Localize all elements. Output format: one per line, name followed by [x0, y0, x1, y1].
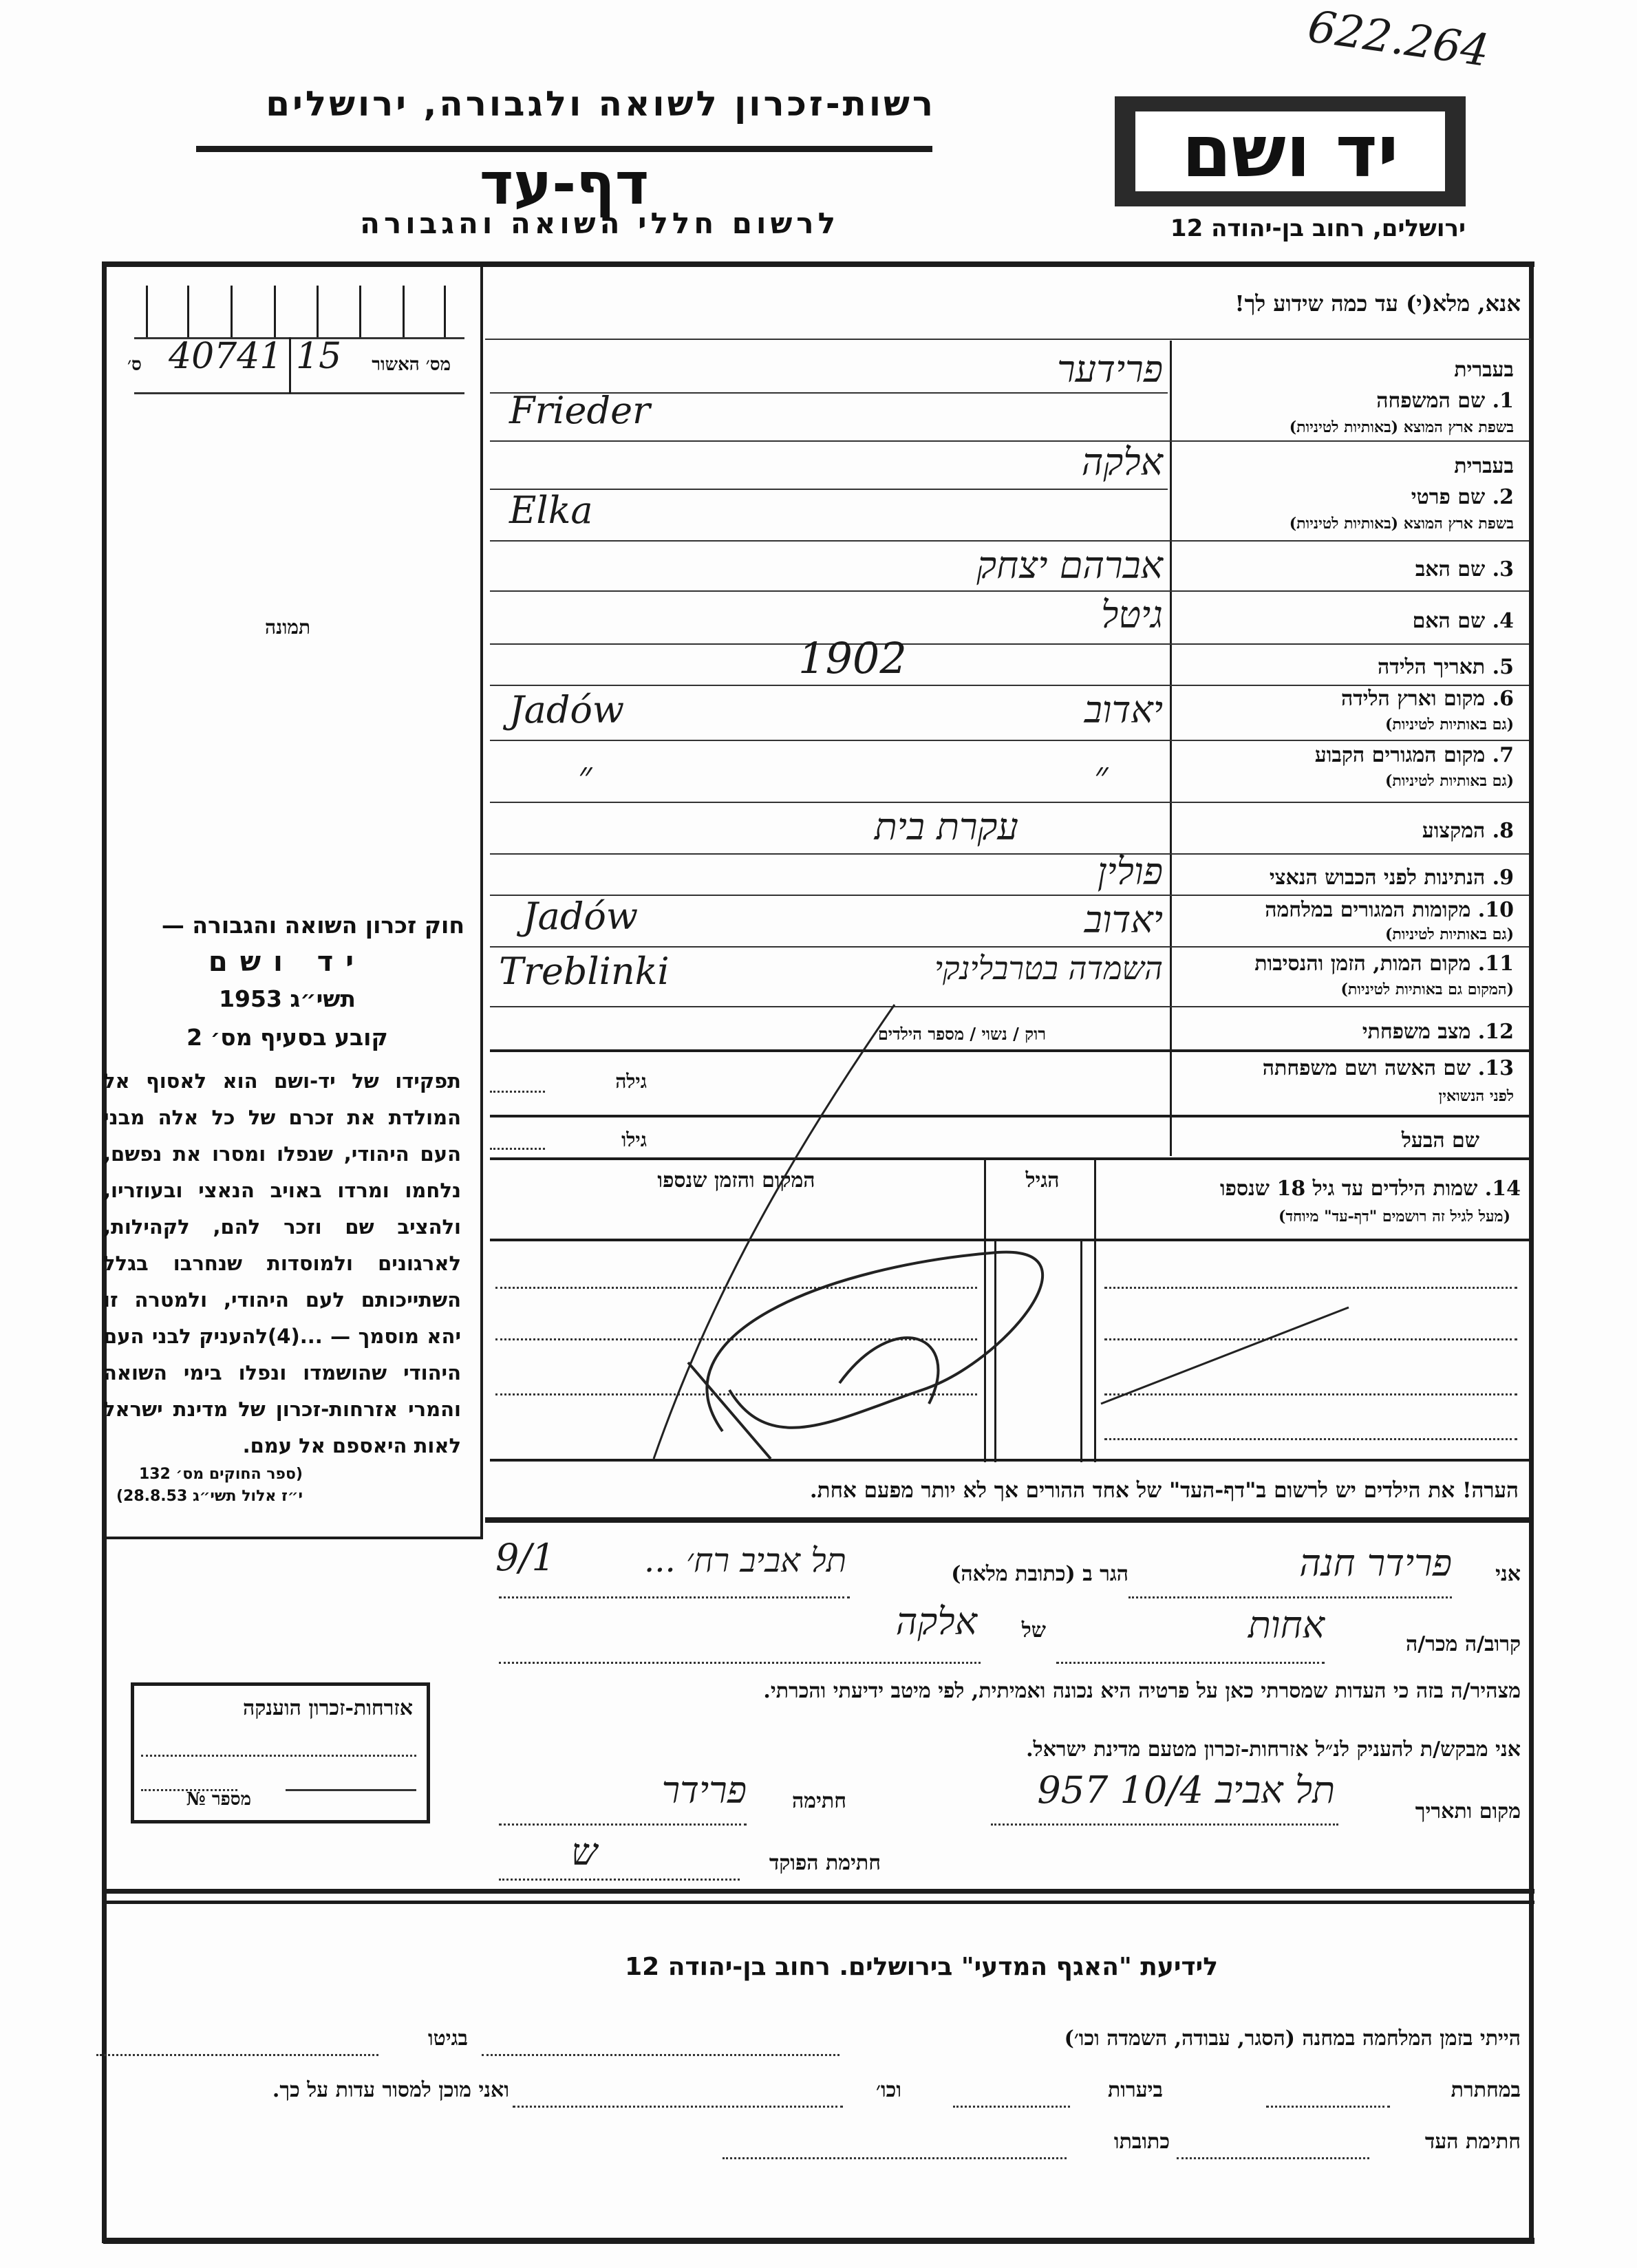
page-title: דף-עד — [479, 150, 650, 217]
form-instruction: אנא, מלא(י) עד כמה שידוע לך! — [1234, 290, 1521, 317]
frame-top — [103, 261, 1534, 267]
yad-vashem-logo — [1115, 96, 1466, 206]
field-label: 13. שם האשה ושם משפחתה — [1262, 1056, 1514, 1080]
field-note: (גם באותיות לטיניות) — [1384, 772, 1514, 790]
official-signature-label: חתימת הפוקד — [769, 1851, 881, 1875]
field-value-hebrew[interactable]: ״ — [1094, 753, 1109, 797]
logo-text: יד ושם — [1135, 111, 1445, 191]
field-label: 1. שם המשפחה — [1376, 389, 1514, 413]
forests-label: ביערות — [1107, 2078, 1163, 2102]
law-title: חוק זכרון השואה והגבורה — — [161, 912, 464, 939]
archive-section-top-2 — [103, 1901, 1534, 1904]
law-reference-2: י״ז אלול תשי״ג 28.8.53) — [116, 1488, 303, 1505]
law-text: תפקידו של יד-ושם הוא לאסוף אל המולדת את זכרם של כל אלה מבני העם היהודי, שנפלו ומסרו את נפשם, נלחמו ומרדו באויב הנאצי ובעוזריו, ולהציב שם וזכר להם, לקהילות, לארגונים ולמוסדות שנחרבו בגלל השתייכותם לעם היהודי, ולמטרה זו יהא מוסמך — ...(4)להעניק לבני העם היהודי שהושמדו ונפלו בימי השואה והמרי אזרחות-זכרון של מדינת ישראל לאות היאספם אל עמם. — [103, 1069, 461, 1457]
field-note: לפני הנשואין — [1438, 1087, 1514, 1105]
field-label: 6. מקום וארץ הלידה — [1340, 687, 1514, 711]
of-label: של — [1021, 1618, 1046, 1643]
children-remark: הערה! את הילדים יש לרשום ב"דף-העד" של אחד ההורים אך לא יותר מפעם אחת. — [809, 1478, 1519, 1503]
field-value-latin[interactable]: Jadów — [523, 895, 639, 938]
official-signature-value[interactable]: ש — [571, 1830, 598, 1874]
residing-label: הגר ב (כתובת מלאה) — [951, 1562, 1128, 1586]
address-value[interactable]: תל אביב רח׳ ... — [644, 1541, 846, 1580]
witness-signature-label: חתימת העד — [1424, 2130, 1521, 2154]
declarant-name[interactable]: פרידר חנה — [1299, 1541, 1452, 1585]
approval-value-b: 40741 — [169, 336, 283, 377]
children-label: 14. שמות הילדים עד גיל 18 שנספו — [1219, 1177, 1521, 1201]
field-label: 4. שם האם — [1412, 609, 1514, 633]
law-name: יד ושם — [208, 946, 367, 978]
wife-age-label: גילה — [615, 1070, 647, 1093]
field-label: 9. הנתינות לפני הכבוש הנאצי — [1269, 866, 1514, 890]
in-hebrew-label: בעברית — [1454, 454, 1514, 478]
frame-bottom — [103, 2238, 1534, 2244]
in-hebrew-label: בעברית — [1454, 358, 1514, 382]
photo-placeholder-label: תמונה — [265, 616, 311, 639]
archive-number: 622.264 — [1305, 1, 1492, 78]
place-date-label: מקום ותאריך — [1415, 1799, 1521, 1823]
age-column-header: הגיל — [1025, 1168, 1060, 1192]
field-note: (גם באותיות לטיניות) — [1384, 926, 1514, 943]
signature-label: חתימה — [792, 1789, 846, 1813]
field-value-latin[interactable]: Frieder — [509, 389, 650, 432]
cross-out-scribble — [482, 977, 1534, 1473]
remark-rule — [485, 1517, 1531, 1523]
field-value-hebrew[interactable]: השמדה בטרבלינקי — [934, 950, 1163, 987]
underground-label: במחתרת — [1451, 2078, 1521, 2102]
field-label: 12. מצב משפחתי — [1362, 1020, 1514, 1044]
field-value-hebrew[interactable]: פרידער — [1057, 347, 1163, 391]
field-value[interactable]: 1902 — [798, 633, 907, 683]
citizenship-granted-box — [131, 1682, 430, 1823]
place-column-header: המקום והזמן שנספו — [657, 1168, 815, 1192]
field-note: (גם באותיות לטיניות) — [1384, 716, 1514, 734]
husband-age-label: גילו — [621, 1128, 647, 1151]
relation-value[interactable]: אחות — [1248, 1603, 1325, 1647]
field-value-latin[interactable]: Jadów — [509, 688, 625, 731]
relative-label: קרוב/ה מכר/ה — [1406, 1632, 1521, 1656]
citizenship-box-number: מספר № — [186, 1789, 251, 1810]
approval-value-a: 15 — [296, 336, 342, 377]
i-label: אני — [1495, 1562, 1521, 1586]
address-extra[interactable]: 9/1 — [495, 1536, 555, 1579]
field-label: 2. שם פרטי — [1411, 485, 1514, 509]
field-value-hebrew[interactable]: גיטל — [1101, 593, 1163, 636]
field-value-latin[interactable]: Treblinki — [499, 950, 670, 993]
etc-label: וכו׳ — [876, 2078, 901, 2102]
ghetto-label: בגיטו — [427, 2026, 468, 2051]
institution-name: רשות-זכרון לשואה ולגבורה, ירושלים — [266, 84, 936, 124]
field-value-hebrew[interactable]: אברהם יצחק — [976, 544, 1163, 587]
archive-section-top — [103, 1889, 1534, 1894]
field-value[interactable]: עקרת בית — [874, 805, 1018, 848]
signature-value[interactable]: פרידר — [661, 1768, 747, 1812]
willing-to-testify-label: ואני מוכן למסור עדות על כך. — [272, 2078, 509, 2102]
approval-suffix: ס׳ — [127, 354, 142, 375]
citizenship-request: אני מבקש/ת להעניק לנ״ל אזרחות-זכרון מטעם מדינת ישראל. — [1026, 1737, 1521, 1762]
field-value-hebrew[interactable]: אלקה — [1081, 440, 1163, 484]
left-column-bottom — [103, 1537, 483, 1539]
law-reference-1: (ספר החוקים מס׳ 132 — [138, 1466, 303, 1483]
field-value-latin[interactable]: ״ — [578, 753, 592, 797]
page-subtitle: לרשום חללי השואה והגבורה — [360, 206, 839, 240]
of-value[interactable]: אלקה — [895, 1600, 977, 1643]
field-value-hebrew[interactable]: יאדוב — [1084, 688, 1163, 731]
address: ירושלים, רחוב בן-יהודה 12 — [1170, 215, 1466, 242]
field-value[interactable]: פולין — [1097, 850, 1163, 893]
law-clause: קובע בסעיף מס׳ 2 — [186, 1024, 388, 1051]
law-year: תשי״ג 1953 — [219, 985, 356, 1012]
field-note: בשפת ארץ המוצא (באותיות לטיניות) — [1289, 515, 1514, 533]
approval-label: מס׳ האשור — [372, 354, 451, 375]
field-label: 8. המקצוע — [1422, 819, 1514, 843]
field-label: שם הבעל — [1401, 1128, 1479, 1153]
field-label: 5. תאריך הלידה — [1378, 655, 1514, 679]
field-label: 10. מקומות המגורים במלחמה — [1265, 898, 1514, 922]
field-label: 7. מקום המגורים הקבוע — [1314, 743, 1514, 767]
field-label: 3. שם האב — [1415, 557, 1514, 581]
children-note: (מעל לגיל זה רושמים "דף-עד" מיוחד) — [1278, 1208, 1510, 1226]
camp-line-label: הייתי בזמן המלחמה במחנה (הסגר, עבודה, השמדה וכו׳) — [1064, 2026, 1521, 2051]
field-label: 11. מקום המות, הזמן והנסיבות — [1254, 952, 1514, 976]
instruction-rule — [485, 339, 1531, 340]
witness-address-label: כתובתו — [1113, 2130, 1170, 2154]
declaration-statement: מצהיר/ה בזה כי העדות שמסרתי כאן על פרטיה היא נכונה ואמיתית, לפי מיטב ידיעתי והכרתי. — [763, 1679, 1521, 1703]
field-note: (המקום גם באותיות לטיניות) — [1340, 981, 1514, 998]
marital-options[interactable]: רוק / נשוי / מספר הילדים — [877, 1024, 1046, 1044]
archive-section-title: לידיעת "האגף המדעי" בירושלים. רחוב בן-יהודה 12 — [625, 1953, 1218, 1981]
field-value-hebrew[interactable]: יאדוב — [1084, 898, 1163, 941]
place-date-value[interactable]: תל אביב 10/4 957 — [1037, 1768, 1335, 1812]
field-note: בשפת ארץ המוצא (באותיות לטיניות) — [1289, 418, 1514, 436]
citizenship-box-title: אזרחות-זכרון הוענקה — [242, 1696, 413, 1720]
field-value-latin[interactable]: Elka — [509, 489, 593, 532]
